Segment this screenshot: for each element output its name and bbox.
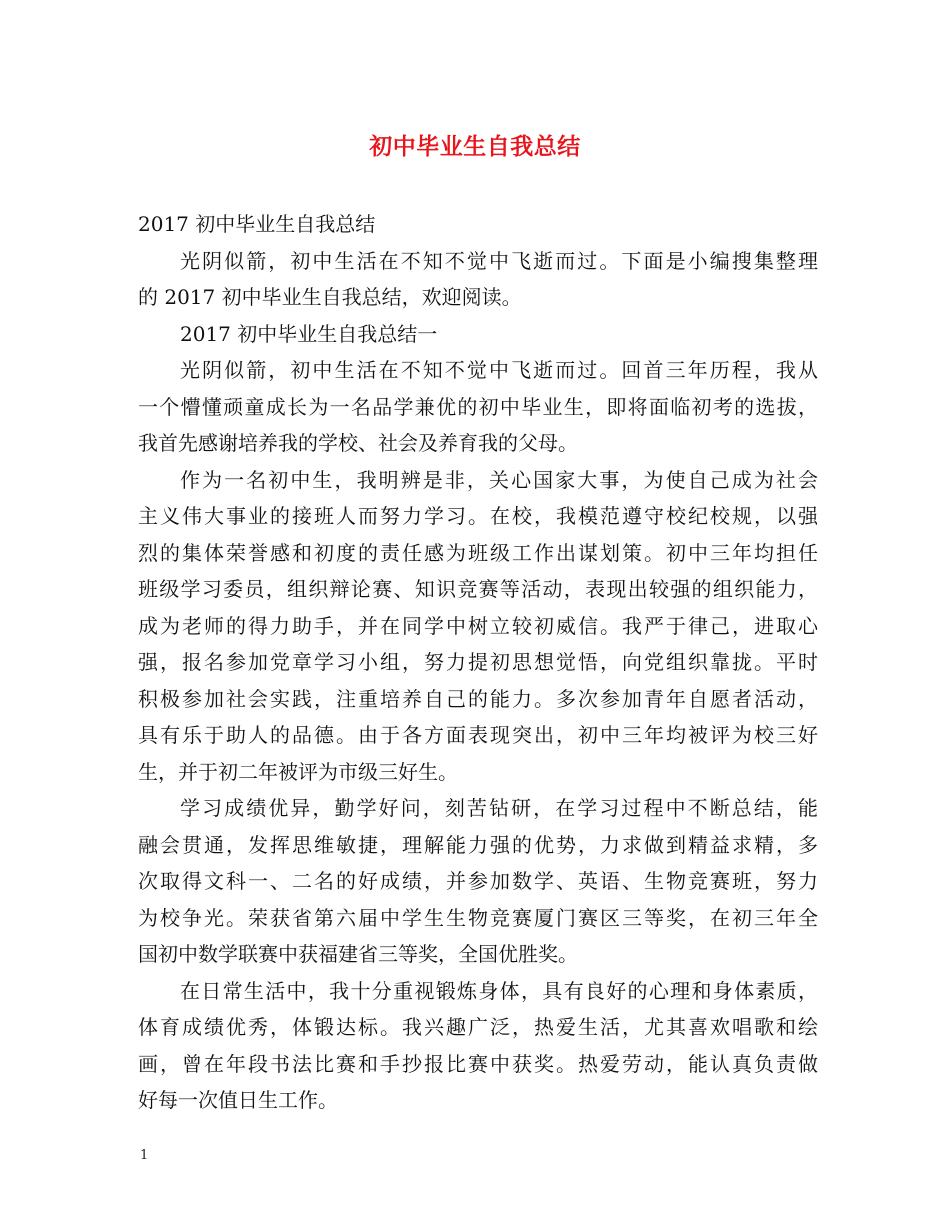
text-line: 次取得文科一、二名的好成绩，并参加数学、英语、生物竞赛班，努力 xyxy=(138,869,818,893)
text-line: 烈的集体荣誉感和初度的责任感为班级工作出谋划策。初中三年均担任 xyxy=(138,540,818,565)
text-line: 强，报名参加党章学习小组，努力提初思想觉悟，向党组织靠拢。平时 xyxy=(138,650,818,674)
text-line: 2017 初中毕业生自我总结一 xyxy=(180,321,438,346)
text-line: 为校争光。荣获省第六届中学生生物竞赛厦门赛区三等奖，在初三年全 xyxy=(138,905,818,930)
text-line: 光阴似箭，初中生活在不知不觉中飞逝而过。回首三年历程，我从 xyxy=(180,358,818,382)
text-line: 体育成绩优秀，体锻达标。我兴趣广泛，热爱生活，尤其喜欢唱歌和绘 xyxy=(138,1015,818,1039)
document-body xyxy=(138,206,818,1119)
text-line: 一个懵懂顽童成长为一名品学兼优的初中毕业生，即将面临初考的选拔， xyxy=(138,394,818,419)
document-title: 初中毕业生自我总结 xyxy=(369,133,581,160)
text-line: 在日常生活中，我十分重视锻炼身体，具有良好的心理和身体素质， xyxy=(180,978,818,1003)
text-line: 我首先感谢培养我的学校、社会及养育我的父母。 xyxy=(138,431,578,455)
text-line: 具有乐于助人的品德。由于各方面表现突出，初中三年均被评为校三好 xyxy=(138,723,818,747)
text-line: 2017 初中毕业生自我总结 xyxy=(138,212,376,236)
text-line: 的 2017 初中毕业生自我总结，欢迎阅读。 xyxy=(138,285,522,309)
text-line: 成为老师的得力助手，并在同学中树立较初威信。我严于律己，进取心 xyxy=(138,613,818,638)
page-number: 1 xyxy=(140,1148,149,1163)
text-line: 主义伟大事业的接班人而努力学习。在校，我模范遵守校纪校规，以强 xyxy=(138,504,818,528)
text-line: 融会贯通，发挥思维敏捷，理解能力强的优势，力求做到精益求精，多 xyxy=(138,832,818,857)
text-line: 画，曾在年段书法比赛和手抄报比赛中获奖。热爱劳动，能认真负责做 xyxy=(138,1051,818,1076)
text-line: 班级学习委员，组织辩论赛、知识竞赛等活动，表现出较强的组织能力， xyxy=(138,577,818,601)
text-line: 光阴似箭，初中生活在不知不觉中飞逝而过。下面是小编搜集整理 xyxy=(180,248,818,273)
text-line: 作为一名初中生，我明辨是非，关心国家大事，为使自己成为社会 xyxy=(180,467,818,492)
text-line: 生，并于初二年被评为市级三好生。 xyxy=(138,759,458,784)
text-line: 好每一次值日生工作。 xyxy=(138,1088,338,1112)
text-line: 学习成绩优异，勤学好问，刻苦钻研，在学习过程中不断总结，能 xyxy=(180,796,818,820)
text-line: 积极参加社会实践，注重培养自己的能力。多次参加青年自愿者活动， xyxy=(138,686,818,711)
text-line: 国初中数学联赛中获福建省三等奖，全国优胜奖。 xyxy=(138,942,578,966)
